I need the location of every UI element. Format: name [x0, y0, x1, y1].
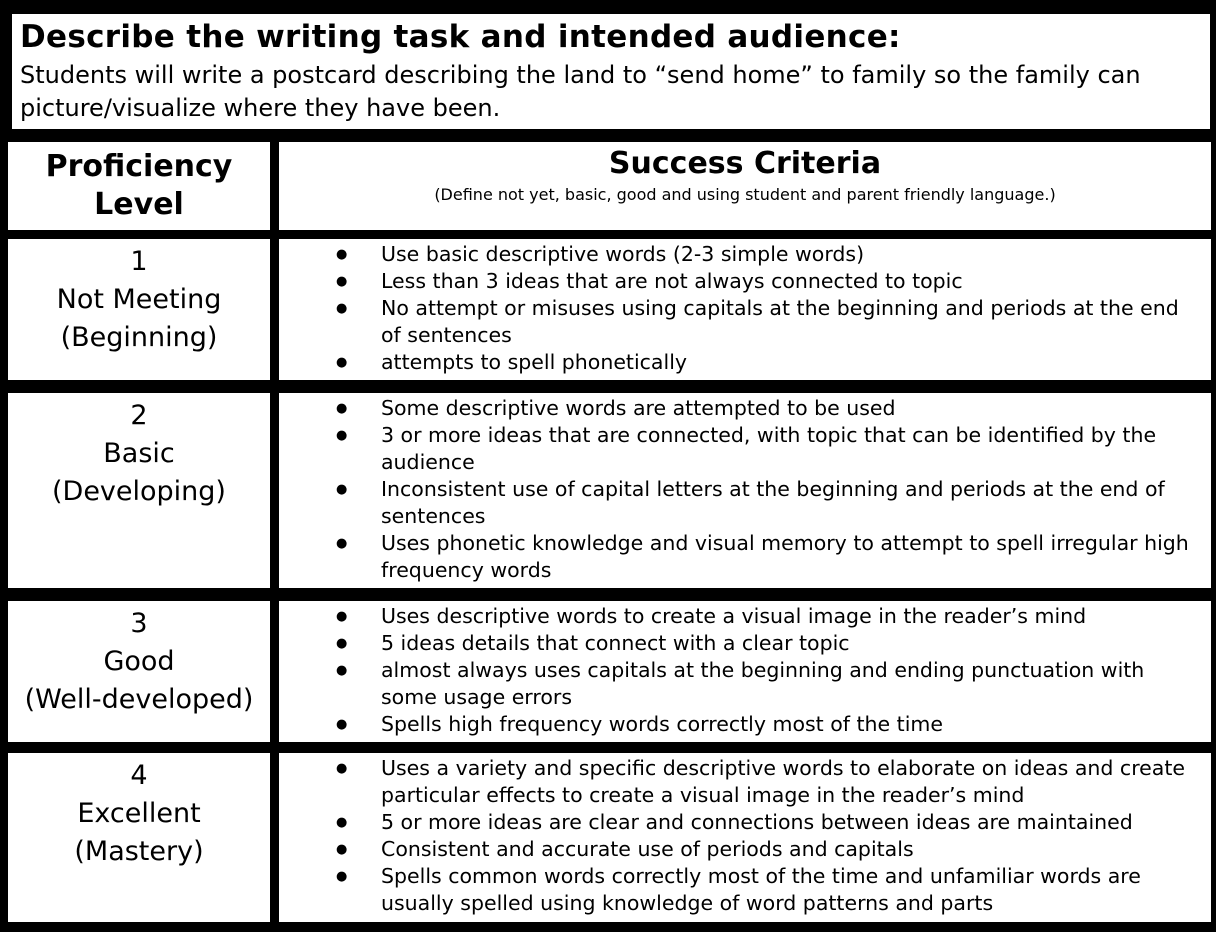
criteria-item: ● No attempt or misuses using capitals at the beginning and periods at the end of sentences — [279, 295, 1203, 349]
criteria-item: ● Some descriptive words are attempted to be used — [279, 395, 1203, 422]
level-descriptor: (Well-developed) — [24, 684, 254, 715]
level-cell-1 — [8, 239, 270, 380]
level-descriptor: (Developing) — [52, 476, 226, 507]
level-cell-3 — [8, 601, 270, 742]
task-description: Students will write a postcard describing the land to “send home” to family so the family can picture/visualize where they have been. — [20, 61, 1141, 122]
criteria-item: ● Consistent and accurate use of periods and capitals — [279, 836, 1203, 863]
criteria-item: ● Inconsistent use of capital letters at the beginning and periods at the end of sentences — [279, 476, 1203, 530]
criteria-list — [279, 239, 1211, 376]
level-name: Excellent — [77, 798, 201, 829]
criteria-item: ● 5 ideas details that connect with a clear topic — [279, 630, 1203, 657]
criteria-item: ● 3 or more ideas that are connected, with topic that can be identified by the audience — [279, 422, 1203, 476]
criteria-list — [279, 753, 1211, 917]
level-name: Good — [103, 646, 175, 677]
criteria-list — [279, 601, 1211, 738]
criteria-cell-2 — [279, 393, 1211, 588]
level-number: 1 — [130, 246, 148, 277]
level-descriptor: (Mastery) — [74, 836, 204, 867]
criteria-list — [279, 393, 1211, 584]
writing-task-box — [12, 14, 1210, 129]
level-number: 3 — [130, 608, 148, 639]
level-name: Not Meeting — [56, 284, 222, 315]
task-heading: Describe the writing task and intended audience: — [20, 19, 901, 55]
level-cell-2 — [8, 393, 270, 588]
level-descriptor: (Beginning) — [60, 322, 218, 353]
criteria-cell-4 — [279, 753, 1211, 922]
criteria-item: ● Spells high frequency words correctly most of the time — [279, 711, 1203, 738]
level-number: 4 — [130, 760, 148, 791]
level-cell-4 — [8, 753, 270, 922]
criteria-item: ● attempts to spell phonetically — [279, 349, 1203, 376]
criteria-title: Success Criteria — [608, 146, 882, 181]
criteria-subtitle: (Define not yet, basic, good and using student and parent friendly language.) — [434, 185, 1056, 204]
criteria-item: ● Uses a variety and specific descriptive words to elaborate on ideas and create particular effects to create a visual image in the reader’s mind — [279, 755, 1203, 809]
success-criteria-header — [279, 142, 1211, 230]
level-header-line1: Proficiency — [45, 149, 233, 184]
criteria-item: ● 5 or more ideas are clear and connections between ideas are maintained — [279, 809, 1203, 836]
level-number: 2 — [130, 400, 148, 431]
criteria-item: ● Use basic descriptive words (2-3 simple words) — [279, 241, 1203, 268]
criteria-cell-3 — [279, 601, 1211, 742]
criteria-item: ● almost always uses capitals at the beginning and ending punctuation with some usage errors — [279, 657, 1203, 711]
level-name: Basic — [103, 438, 175, 469]
proficiency-level-header — [8, 142, 270, 230]
criteria-item: ● Uses descriptive words to create a visual image in the reader’s mind — [279, 603, 1203, 630]
criteria-item: ● Less than 3 ideas that are not always connected to topic — [279, 268, 1203, 295]
level-header-line2: Level — [94, 187, 184, 222]
criteria-cell-1 — [279, 239, 1211, 380]
criteria-item: ● Spells common words correctly most of the time and unfamiliar words are usually spelled using knowledge of word patterns and parts — [279, 863, 1203, 917]
criteria-item: ● Uses phonetic knowledge and visual memory to attempt to spell irregular high frequency words — [279, 530, 1203, 584]
